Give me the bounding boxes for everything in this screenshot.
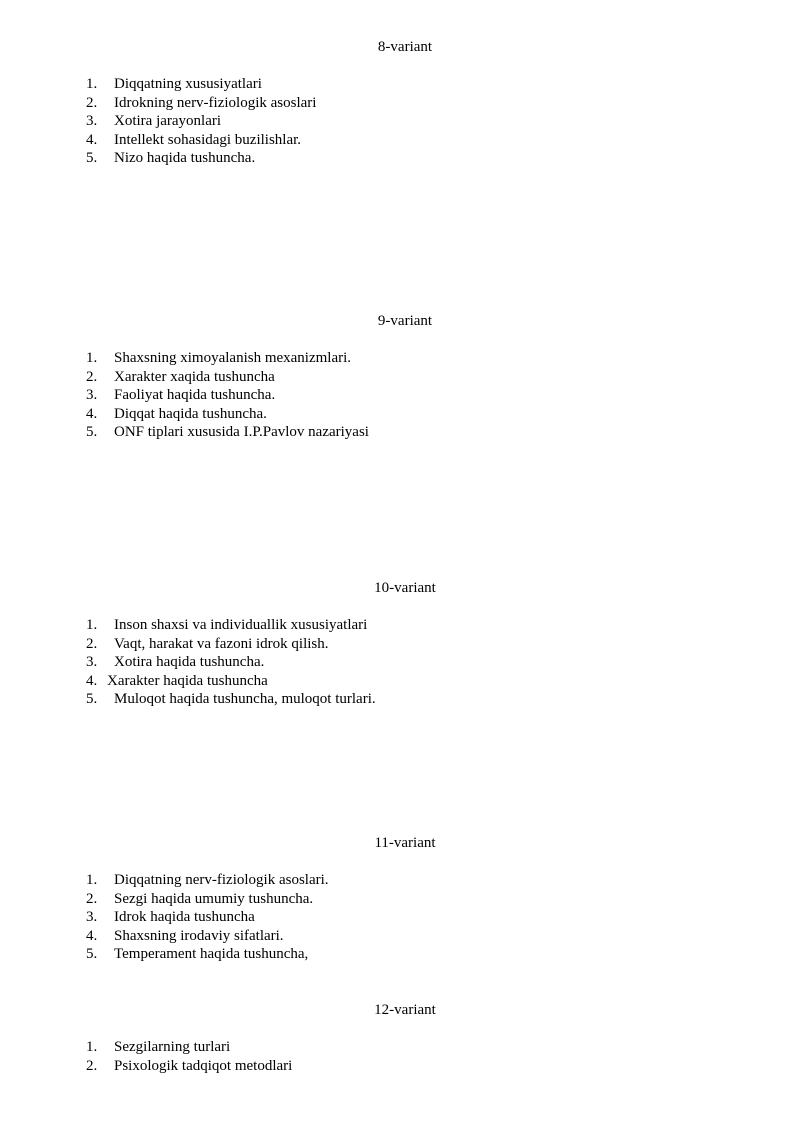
item-number: 4. — [86, 672, 98, 689]
item-number: 4. — [86, 405, 98, 422]
item-text: Psixologik tadqiqot metodlari — [114, 1057, 293, 1074]
item-number: 5. — [86, 691, 98, 708]
item-number: 2. — [86, 368, 98, 385]
item-text: Inson shaxsi va individuallik xususiyatlari — [114, 617, 368, 633]
variant-title: 12-variant — [374, 1002, 436, 1018]
item-number: 3. — [86, 654, 98, 671]
variant-title: 9-variant — [377, 313, 433, 329]
item-number: 2. — [86, 1057, 98, 1074]
item-text: Nizo haqida tushuncha. — [114, 150, 256, 167]
item-text: Idrok haqida tushuncha — [114, 909, 255, 926]
item-number: 2. — [86, 635, 98, 652]
item-number: 1. — [86, 350, 98, 366]
item-text: Xarakter haqida tushuncha — [107, 672, 268, 689]
item-text: Diqqat haqida tushuncha. — [114, 405, 267, 422]
variant-title: 11-variant — [374, 835, 436, 851]
item-text: Diqqatning xususiyatlari — [114, 76, 262, 92]
item-number: 5. — [86, 946, 98, 963]
item-number: 4. — [86, 927, 98, 944]
item-number: 1. — [86, 1039, 98, 1055]
item-text: Temperament haqida tushuncha, — [114, 946, 309, 963]
item-number: 2. — [86, 890, 98, 907]
item-number: 1. — [86, 617, 98, 633]
item-text: Xarakter xaqida tushuncha — [114, 368, 275, 385]
item-number: 3. — [86, 387, 98, 404]
item-number: 1. — [86, 872, 98, 888]
item-number: 5. — [86, 424, 98, 441]
item-text: Vaqt, harakat va fazoni idrok qilish. — [114, 635, 329, 652]
item-text: Sezgi haqida umumiy tushuncha. — [114, 890, 314, 907]
item-text: Sezgilarning turlari — [114, 1039, 231, 1055]
item-text: Xotira haqida tushuncha. — [114, 654, 265, 671]
item-number: 4. — [86, 131, 98, 148]
item-text: Idrokning nerv-fiziologik asoslari — [114, 94, 317, 111]
variant-title: 10-variant — [374, 580, 436, 596]
item-number: 3. — [86, 113, 98, 130]
item-number: 3. — [86, 909, 98, 926]
item-text: ONF tiplari xususida I.P.Pavlov nazariyasi — [114, 424, 369, 441]
item-text: Shaxsning irodaviy sifatlari. — [114, 927, 284, 944]
item-text: Xotira jarayonlari — [114, 113, 222, 130]
item-number: 5. — [86, 150, 98, 167]
item-number: 2. — [86, 94, 98, 111]
item-text: Diqqatning nerv-fiziologik asoslari. — [114, 872, 329, 888]
item-text: Faoliyat haqida tushuncha. — [114, 387, 276, 404]
item-text: Intellekt sohasidagi buzilishlar. — [114, 131, 302, 148]
variant-title: 8-variant — [377, 39, 433, 55]
item-number: 1. — [86, 76, 98, 92]
item-text: Shaxsning ximoyalanish mexanizmlari. — [114, 350, 352, 366]
item-text: Muloqot haqida tushuncha, muloqot turlari. — [114, 691, 376, 708]
